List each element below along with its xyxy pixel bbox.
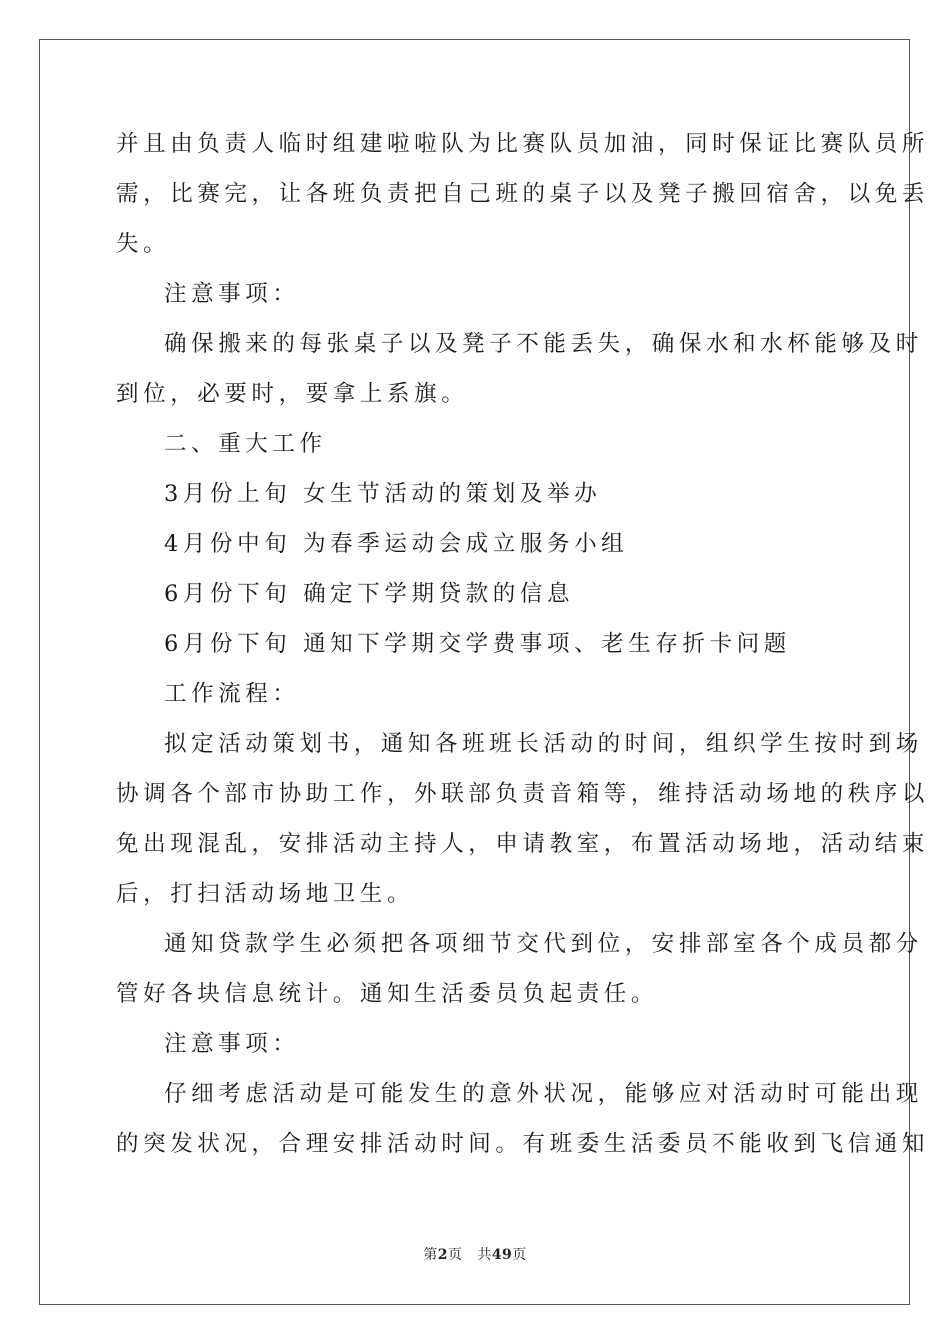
page-footer bbox=[0, 1244, 950, 1264]
text-line: 后，打扫活动场地卫生。 bbox=[116, 881, 415, 907]
text-line: 需，比赛完，让各班负责把自己班的桌子以及凳子搬回宿舍，以免丢 bbox=[116, 181, 930, 207]
section-heading: 注意事项： bbox=[164, 1031, 300, 1057]
text-line: 协调各个部市协助工作，外联部负责音箱等，维持活动场地的秩序以 bbox=[116, 781, 930, 807]
text-line: 拟定活动策划书，通知各班班长活动的时间，组织学生按时到场 bbox=[164, 731, 923, 757]
text-line: 并且由负责人临时组建啦啦队为比赛队员加油，同时保证比赛队员所 bbox=[116, 131, 930, 157]
text-line: 失。 bbox=[116, 231, 171, 257]
page-prefix: 第 bbox=[423, 1247, 438, 1263]
text-line: 通知贷款学生必须把各项细节交代到位，安排部室各个成员都分 bbox=[164, 931, 923, 957]
section-heading: 二、重大工作 bbox=[164, 431, 327, 457]
page-number: 2 bbox=[437, 1247, 448, 1263]
total-prefix: 共 bbox=[477, 1247, 492, 1263]
text-line: 到位，必要时，要拿上系旗。 bbox=[116, 381, 469, 407]
total-pages: 49 bbox=[491, 1247, 513, 1263]
text-line: 仔细考虑活动是可能发生的意外状况，能够应对活动时可能出现 bbox=[164, 1081, 923, 1107]
schedule-item: 6月份下旬 通知下学期交学费事项、老生存折卡问题 bbox=[164, 631, 791, 657]
text-line: 确保搬来的每张桌子以及凳子不能丢失，确保水和水杯能够及时 bbox=[164, 331, 923, 357]
total-suffix: 页 bbox=[512, 1247, 527, 1263]
section-heading: 注意事项： bbox=[164, 281, 300, 307]
section-heading: 工作流程： bbox=[164, 681, 300, 707]
text-line: 管好各块信息统计。通知生活委员负起责任。 bbox=[116, 981, 659, 1007]
page-suffix: 页 bbox=[447, 1247, 463, 1263]
text-line: 的突发状况，合理安排活动时间。有班委生活委员不能收到飞信通知 bbox=[116, 1131, 930, 1157]
text-line: 免出现混乱，安排活动主持人，申请教室，布置活动场地，活动结束 bbox=[116, 831, 930, 857]
schedule-item: 3月份上旬 女生节活动的策划及举办 bbox=[164, 481, 602, 507]
schedule-item: 4月份中旬 为春季运动会成立服务小组 bbox=[164, 531, 629, 557]
schedule-item: 6月份下旬 确定下学期贷款的信息 bbox=[164, 581, 575, 607]
